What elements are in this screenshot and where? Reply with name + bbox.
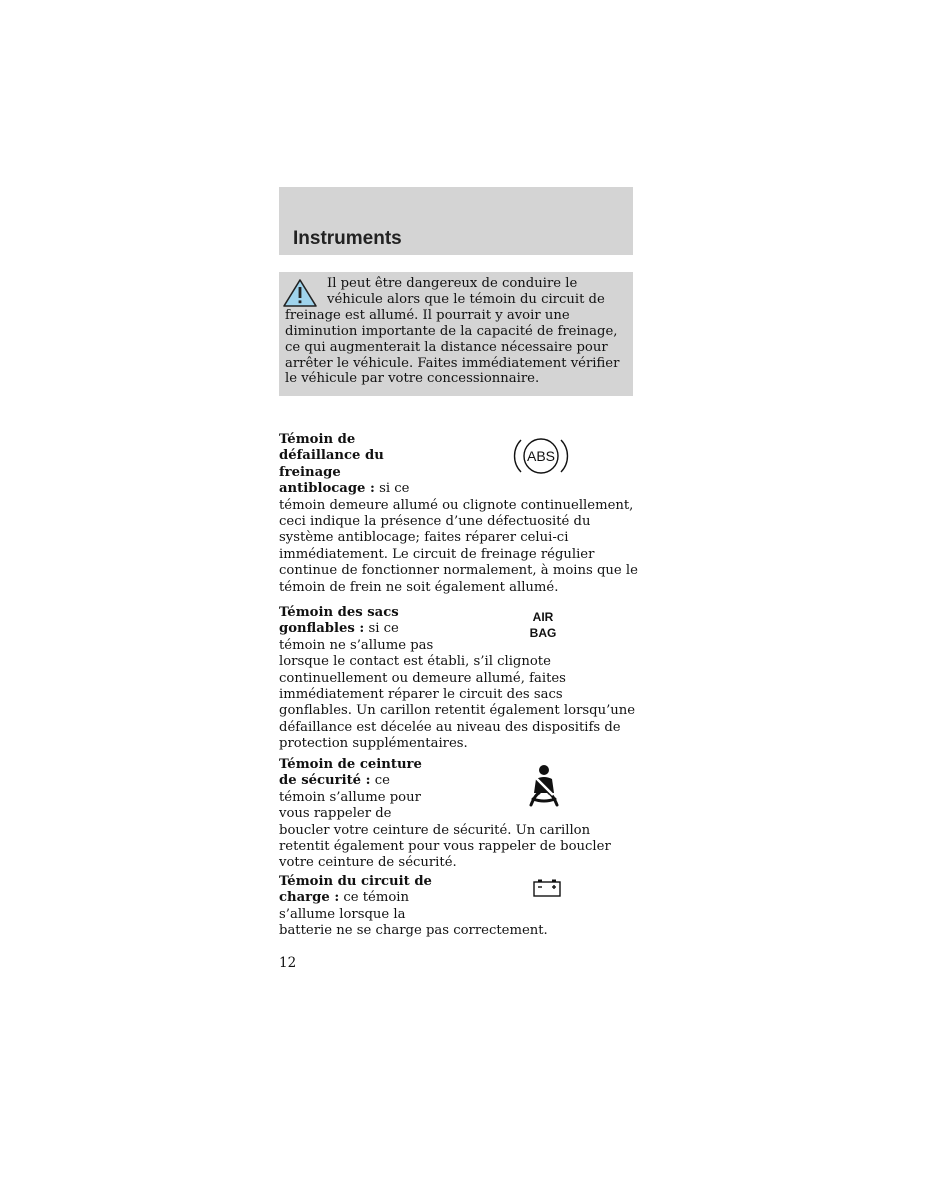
airbag-warning-icon xyxy=(523,609,563,641)
battery-icon xyxy=(531,878,563,898)
abs-icon-text: ABS xyxy=(526,448,556,464)
charging-entry xyxy=(279,874,639,940)
airbag-icon-line2: BAG xyxy=(529,626,557,640)
abs-entry xyxy=(279,432,639,596)
seatbelt-term: Témoin de ceinture de sécurité : xyxy=(279,757,422,789)
abs-warning-icon xyxy=(513,434,569,478)
warning-text: Il peut être dangereux de conduire le véhicule alors que le témoin du circuit de freinage est allumé. Il pourrait y avoir une diminution importante de la capacité de freinage, ce qui augmenterait la distance nécessaire pour arrêter le véhicule. Faites immédiatement vérifier le véhicule par votre concessionnaire. xyxy=(285,276,620,387)
warning-box xyxy=(279,272,633,396)
seatbelt-entry xyxy=(279,757,639,872)
charging-lead-text: ce témoin s’allume lorsque la xyxy=(279,890,410,922)
section-header xyxy=(279,187,633,255)
seatbelt-icon xyxy=(525,763,563,809)
abs-term: Témoin de défaillance du freinage antiblocage : xyxy=(279,432,384,497)
charging-body: batterie ne se charge pas correctement. xyxy=(279,923,548,939)
section-title: Instruments xyxy=(293,228,402,249)
airbag-term: Témoin des sacs gonflables : xyxy=(279,605,399,637)
abs-lead xyxy=(279,432,429,498)
charging-lead xyxy=(279,874,439,923)
seatbelt-lead-text: ce témoin s’allume pour vous rappeler de xyxy=(279,773,421,822)
seatbelt-body: boucler votre ceinture de sécurité. Un carillon retentit également pour vous rappeler de boucler votre ceinture de sécurité. xyxy=(279,822,611,871)
airbag-lead-text: si ce témoin ne s’allume pas xyxy=(279,621,434,653)
abs-lead-text: si ce xyxy=(374,481,410,497)
airbag-entry xyxy=(279,605,639,753)
charging-term: Témoin du circuit de charge : xyxy=(279,874,432,906)
seatbelt-lead xyxy=(279,757,429,823)
airbag-body: lorsque le contact est établi, s’il clignote continuellement ou demeure allumé, faites immédiatement réparer le circuit des sacs gonflables. Un carillon retentit également lorsqu’une défaillance est décelée au niveau des dispositifs de protection supplémentaires. xyxy=(279,654,636,752)
abs-body: témoin demeure allumé ou clignote continuellement, ceci indique la présence d’une défectuosité du système antiblocage; faites réparer celui-ci immédiatement. Le circuit de freinage régulier continue de fonctionner normalement, à moins que le témoin de frein ne soit également allumé. xyxy=(279,497,638,595)
airbag-icon-line1: AIR xyxy=(532,610,554,624)
page-number: 12 xyxy=(279,955,297,971)
airbag-lead xyxy=(279,605,439,654)
